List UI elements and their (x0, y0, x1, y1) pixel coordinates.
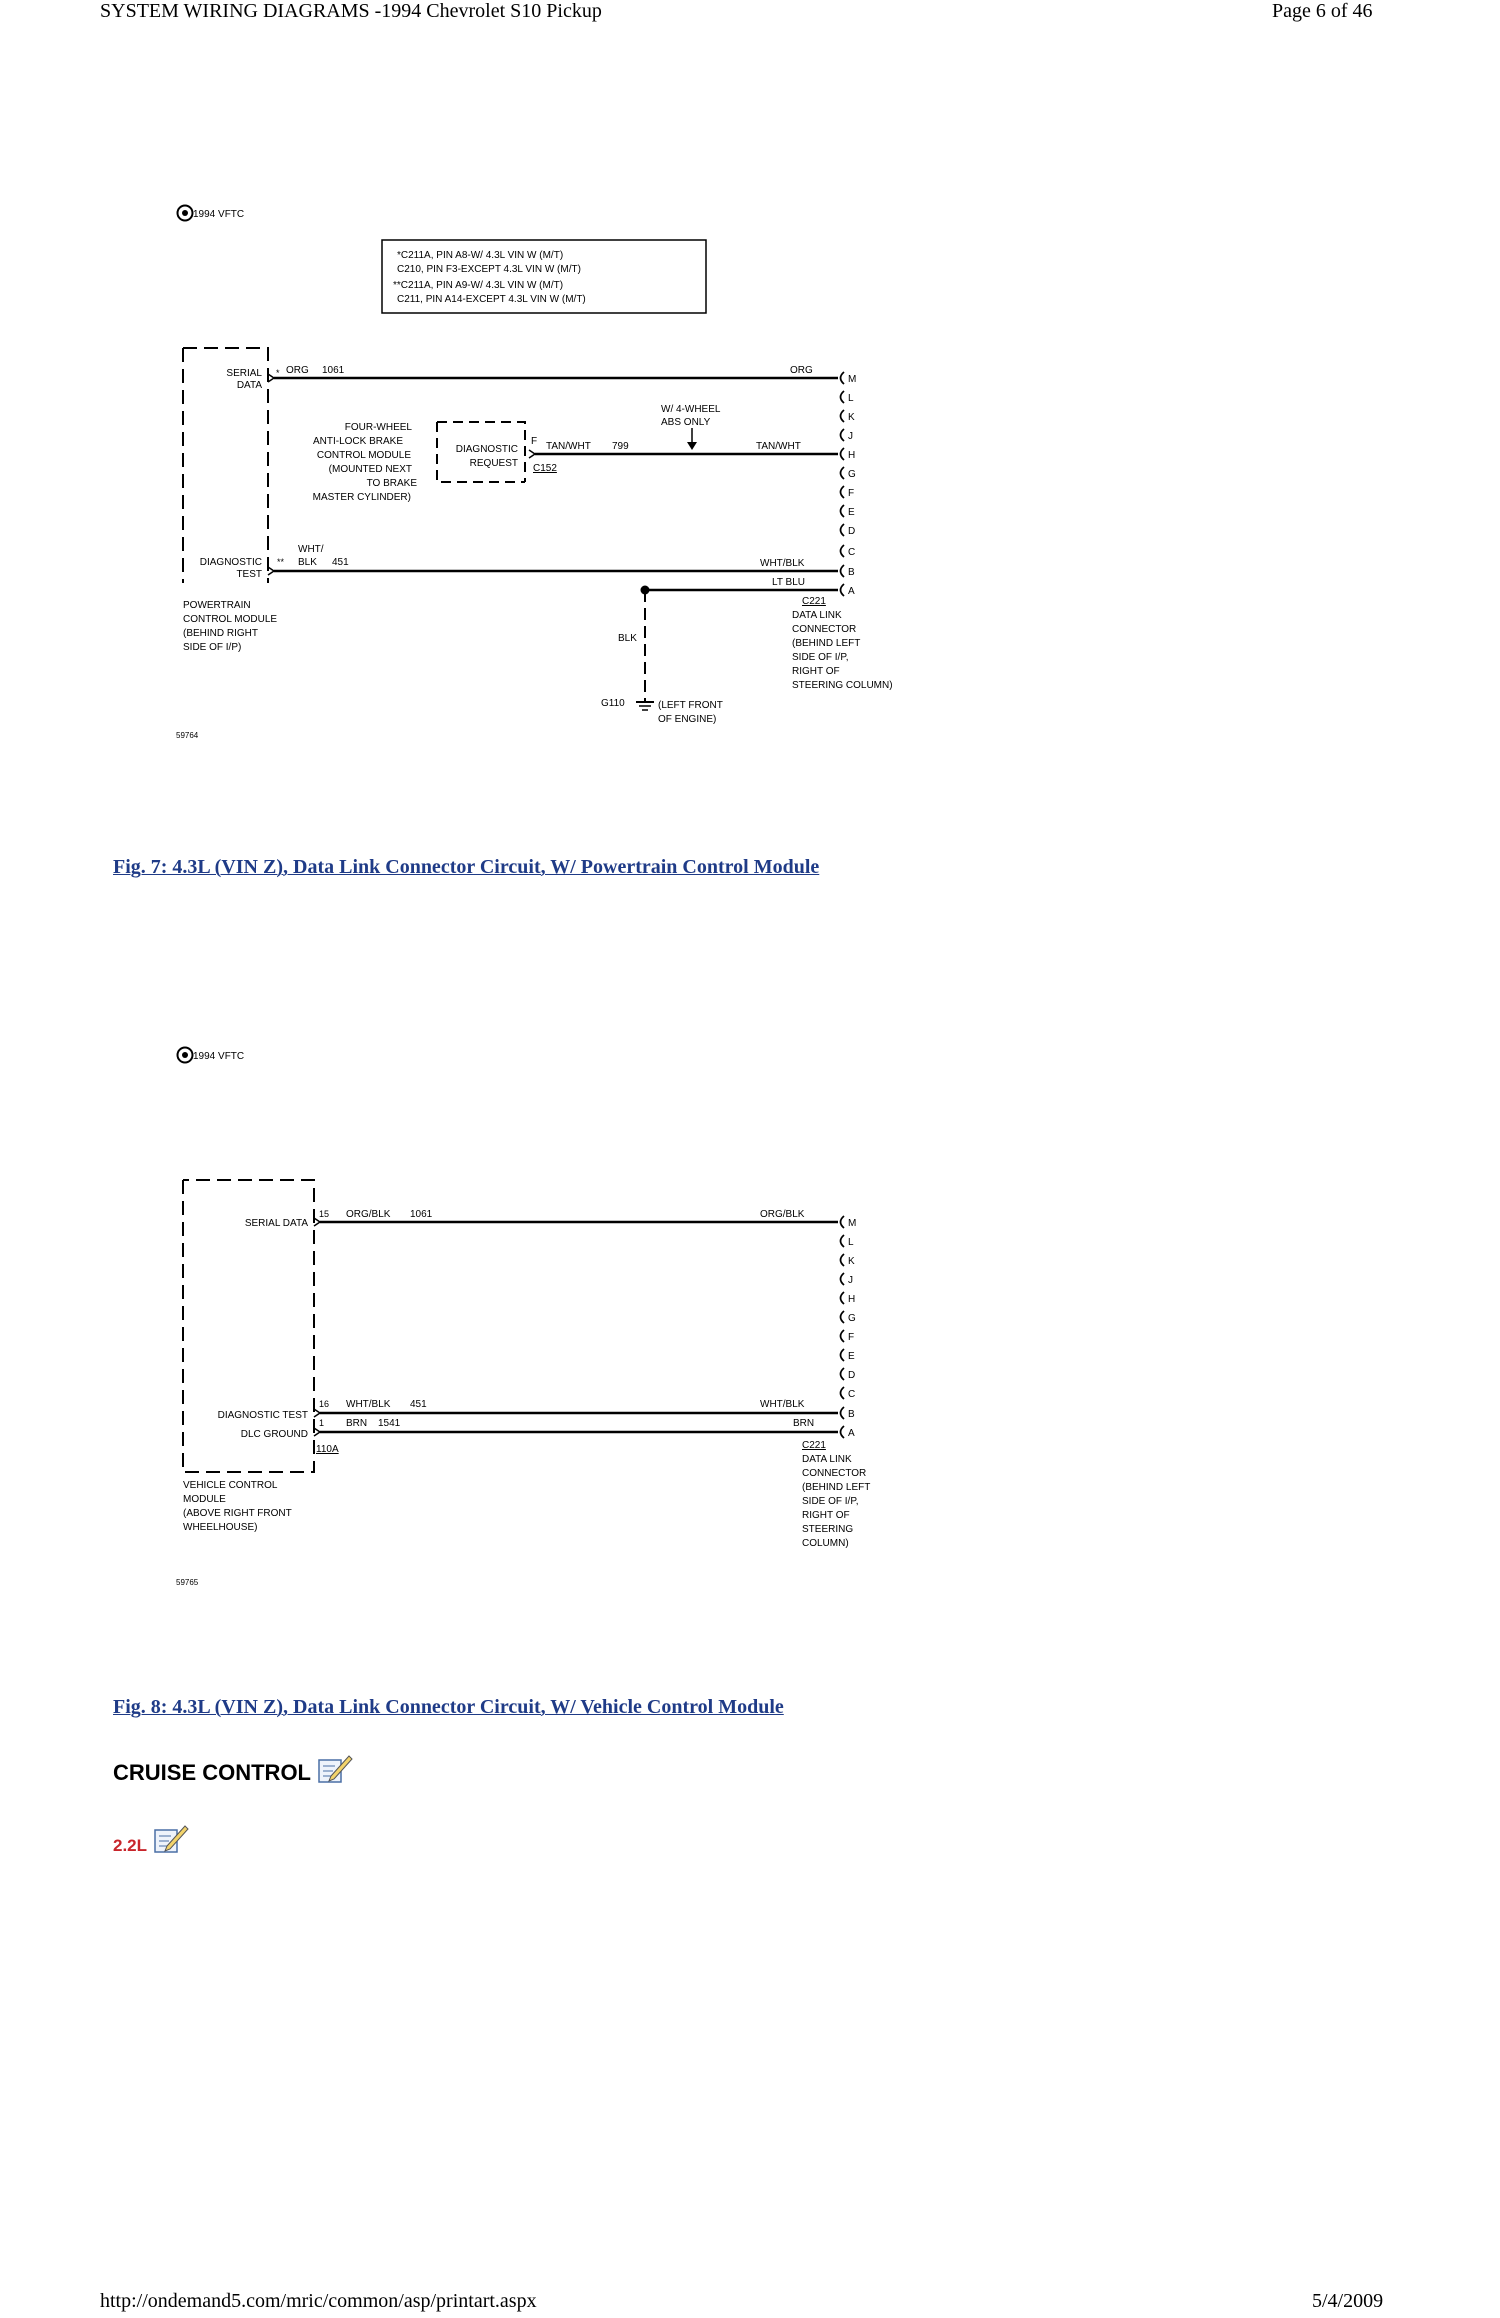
dlc-connector-pins (841, 1216, 857, 1439)
vftc-logo (178, 1048, 245, 1063)
abs-module-label: ANTI-LOCK BRAKE (312, 436, 403, 447)
diagram-ref-number: 59765 (176, 1578, 199, 1587)
pin-label: B (848, 1409, 855, 1420)
fig7-caption[interactable]: Fig. 7: 4.3L (VIN Z), Data Link Connector Circuit, W/ Powertrain Control Module (113, 856, 820, 878)
pin-label: L (848, 393, 854, 404)
pin-label: E (848, 1351, 855, 1362)
wire-color-brn: BRN (793, 1418, 815, 1429)
pin-label: M (848, 374, 857, 385)
pin-label: C (848, 1389, 856, 1400)
pin-label: J (848, 431, 853, 442)
vftc-logo (178, 206, 245, 221)
abs-note: W/ 4-WHEEL (661, 404, 721, 415)
footer-url: http://ondemand5.com/mric/common/asp/printart.aspx (100, 2290, 537, 2312)
pin-number: 1 (319, 1418, 325, 1428)
connector-desc: (BEHIND LEFT (802, 1482, 871, 1493)
wire-color-wht: WHT/ (298, 544, 324, 555)
diag-request-label: REQUEST (469, 458, 518, 469)
pin-label: G (848, 1313, 856, 1324)
pin-label: F (848, 1332, 855, 1343)
pin-label: D (848, 526, 856, 537)
pcm-name: SIDE OF I/P) (183, 642, 242, 653)
ground-location: (LEFT FRONT (658, 700, 723, 711)
wire-color-whtblk: WHT/BLK (346, 1399, 391, 1410)
ground-id: G110 (601, 698, 625, 709)
vcm-serial-data-label: SERIAL DATA (244, 1218, 308, 1229)
connector-desc: RIGHT OF (792, 666, 840, 677)
connector-c221: C221 (802, 1440, 826, 1451)
pin-dstar: ** (277, 557, 285, 567)
header-title: SYSTEM WIRING DIAGRAMS -1994 Chevrolet S10 Pickup (100, 0, 602, 22)
pin-star: * (276, 368, 280, 378)
abs-module-label: (MOUNTED NEXT (328, 464, 412, 475)
circuit-number: 1061 (322, 365, 345, 376)
pcm-diag-label: DIAGNOSTIC (199, 557, 262, 568)
vcm-name: VEHICLE CONTROL (183, 1480, 278, 1491)
note-line: C211, PIN A14-EXCEPT 4.3L VIN W (M/T) (397, 294, 586, 305)
section-heading (113, 1752, 353, 1786)
pin-label: J (848, 1275, 853, 1286)
wire-color-whtblk: WHT/BLK (760, 558, 805, 569)
subsection-title: 2.2L (113, 1836, 148, 1855)
pcm-test-label: TEST (236, 569, 262, 580)
footer-date: 5/4/2009 (1312, 2290, 1384, 2312)
connector-desc: SIDE OF I/P, (802, 1496, 859, 1507)
pcm-name: POWERTRAIN (183, 600, 251, 611)
wire-color-tanwht: TAN/WHT (756, 441, 801, 452)
wire-color-ltblu: LT BLU (772, 577, 805, 588)
wire-color-blk: BLK (298, 557, 317, 568)
connector-desc: RIGHT OF (802, 1510, 850, 1521)
vcm-dlc-ground-label: DLC GROUND (240, 1429, 308, 1440)
diagram-ref-number: 59764 (176, 731, 199, 740)
pin-label: A (848, 586, 855, 597)
wire-color-orgblk: ORG/BLK (346, 1209, 391, 1220)
connector-desc: (BEHIND LEFT (792, 638, 861, 649)
wire-color-orgblk: ORG/BLK (760, 1209, 805, 1220)
subsection-heading (113, 1822, 189, 1856)
wiring-diagram-fig7 (0, 190, 1500, 750)
pin-label: B (848, 567, 855, 578)
wire-color-blk-ground: BLK (618, 633, 637, 644)
wire-color-whtblk: WHT/BLK (760, 1399, 805, 1410)
pin-number: 15 (319, 1209, 330, 1219)
pcm-name: (BEHIND RIGHT (183, 628, 258, 639)
pcm-name: CONTROL MODULE (183, 614, 278, 625)
vcm-name: (ABOVE RIGHT FRONT (183, 1508, 292, 1519)
pcm-serial-label: SERIAL (226, 368, 262, 379)
note-line: C210, PIN F3-EXCEPT 4.3L VIN W (M/T) (397, 264, 581, 275)
pin-label: H (848, 1294, 856, 1305)
pin-f: F (531, 436, 538, 447)
edit-note-icon[interactable] (317, 1752, 353, 1786)
connector-desc: CONNECTOR (792, 624, 857, 635)
pin-label: F (848, 488, 855, 499)
connector-desc: DATA LINK (792, 610, 842, 621)
pin-label: D (848, 1370, 856, 1381)
pin-label: K (848, 1256, 855, 1267)
pin-label: L (848, 1237, 854, 1248)
pin-label: G (848, 469, 856, 480)
note-line: *C211A, PIN A8-W/ 4.3L VIN W (M/T) (397, 250, 564, 261)
wire-color-org: ORG (790, 365, 813, 376)
diag-request-label: DIAGNOSTIC (455, 444, 518, 455)
wire-color-org: ORG (286, 365, 309, 376)
connector-desc: SIDE OF I/P, (792, 652, 849, 663)
wire-color-brn: BRN (346, 1418, 368, 1429)
circuit-number: 1061 (410, 1209, 433, 1220)
connector-desc: COLUMN) (802, 1538, 849, 1549)
dlc-connector-pins (841, 372, 857, 597)
vcm-diag-test-label: DIAGNOSTIC TEST (217, 1410, 308, 1421)
pin-label: H (848, 450, 856, 461)
connector-desc: STEERING (802, 1524, 854, 1535)
edit-note-icon[interactable] (153, 1822, 189, 1856)
pin-label: E (848, 507, 855, 518)
arrow-icon (687, 442, 697, 450)
pin-number: 16 (319, 1399, 330, 1409)
logo-text: 1994 VFTC (193, 1051, 245, 1062)
abs-module-label: CONTROL MODULE (316, 450, 411, 461)
pin-label: K (848, 412, 855, 423)
ground-icon (636, 702, 654, 710)
pcm-data-label: DATA (236, 380, 262, 391)
circuit-number: 799 (612, 441, 629, 452)
abs-module-label: TO BRAKE (366, 478, 417, 489)
vcm-name: MODULE (183, 1494, 226, 1505)
circuit-number: 1541 (378, 1418, 401, 1429)
circuit-number: 451 (410, 1399, 427, 1410)
connector-c221: C221 (802, 596, 826, 607)
connector-desc: DATA LINK (802, 1454, 852, 1465)
header-page-number: Page 6 of 46 (1272, 0, 1373, 22)
circuit-number: 451 (332, 557, 349, 568)
abs-module-label: FOUR-WHEEL (344, 422, 412, 433)
abs-note: ABS ONLY (661, 417, 711, 428)
wire-color-tanwht: TAN/WHT (546, 441, 591, 452)
connector-c152: C152 (533, 463, 557, 474)
pin-label: M (848, 1218, 857, 1229)
pin-label: A (848, 1428, 855, 1439)
fig8-caption[interactable]: Fig. 8: 4.3L (VIN Z), Data Link Connector Circuit, W/ Vehicle Control Module (113, 1696, 784, 1718)
pin-label: C (848, 547, 856, 558)
connector-desc: CONNECTOR (802, 1468, 867, 1479)
ground-location: OF ENGINE) (658, 714, 717, 725)
logo-text: 1994 VFTC (193, 209, 245, 220)
abs-module-label: MASTER CYLINDER) (312, 492, 411, 503)
section-title: CRUISE CONTROL (113, 1760, 311, 1785)
note-line: **C211A, PIN A9-W/ 4.3L VIN W (M/T) (393, 280, 564, 291)
connector-desc: STEERING COLUMN) (792, 680, 893, 691)
vcm-name: WHEELHOUSE) (183, 1522, 258, 1533)
wiring-diagram-fig8 (0, 1030, 1500, 1590)
connector-110a: 110A (316, 1444, 339, 1455)
